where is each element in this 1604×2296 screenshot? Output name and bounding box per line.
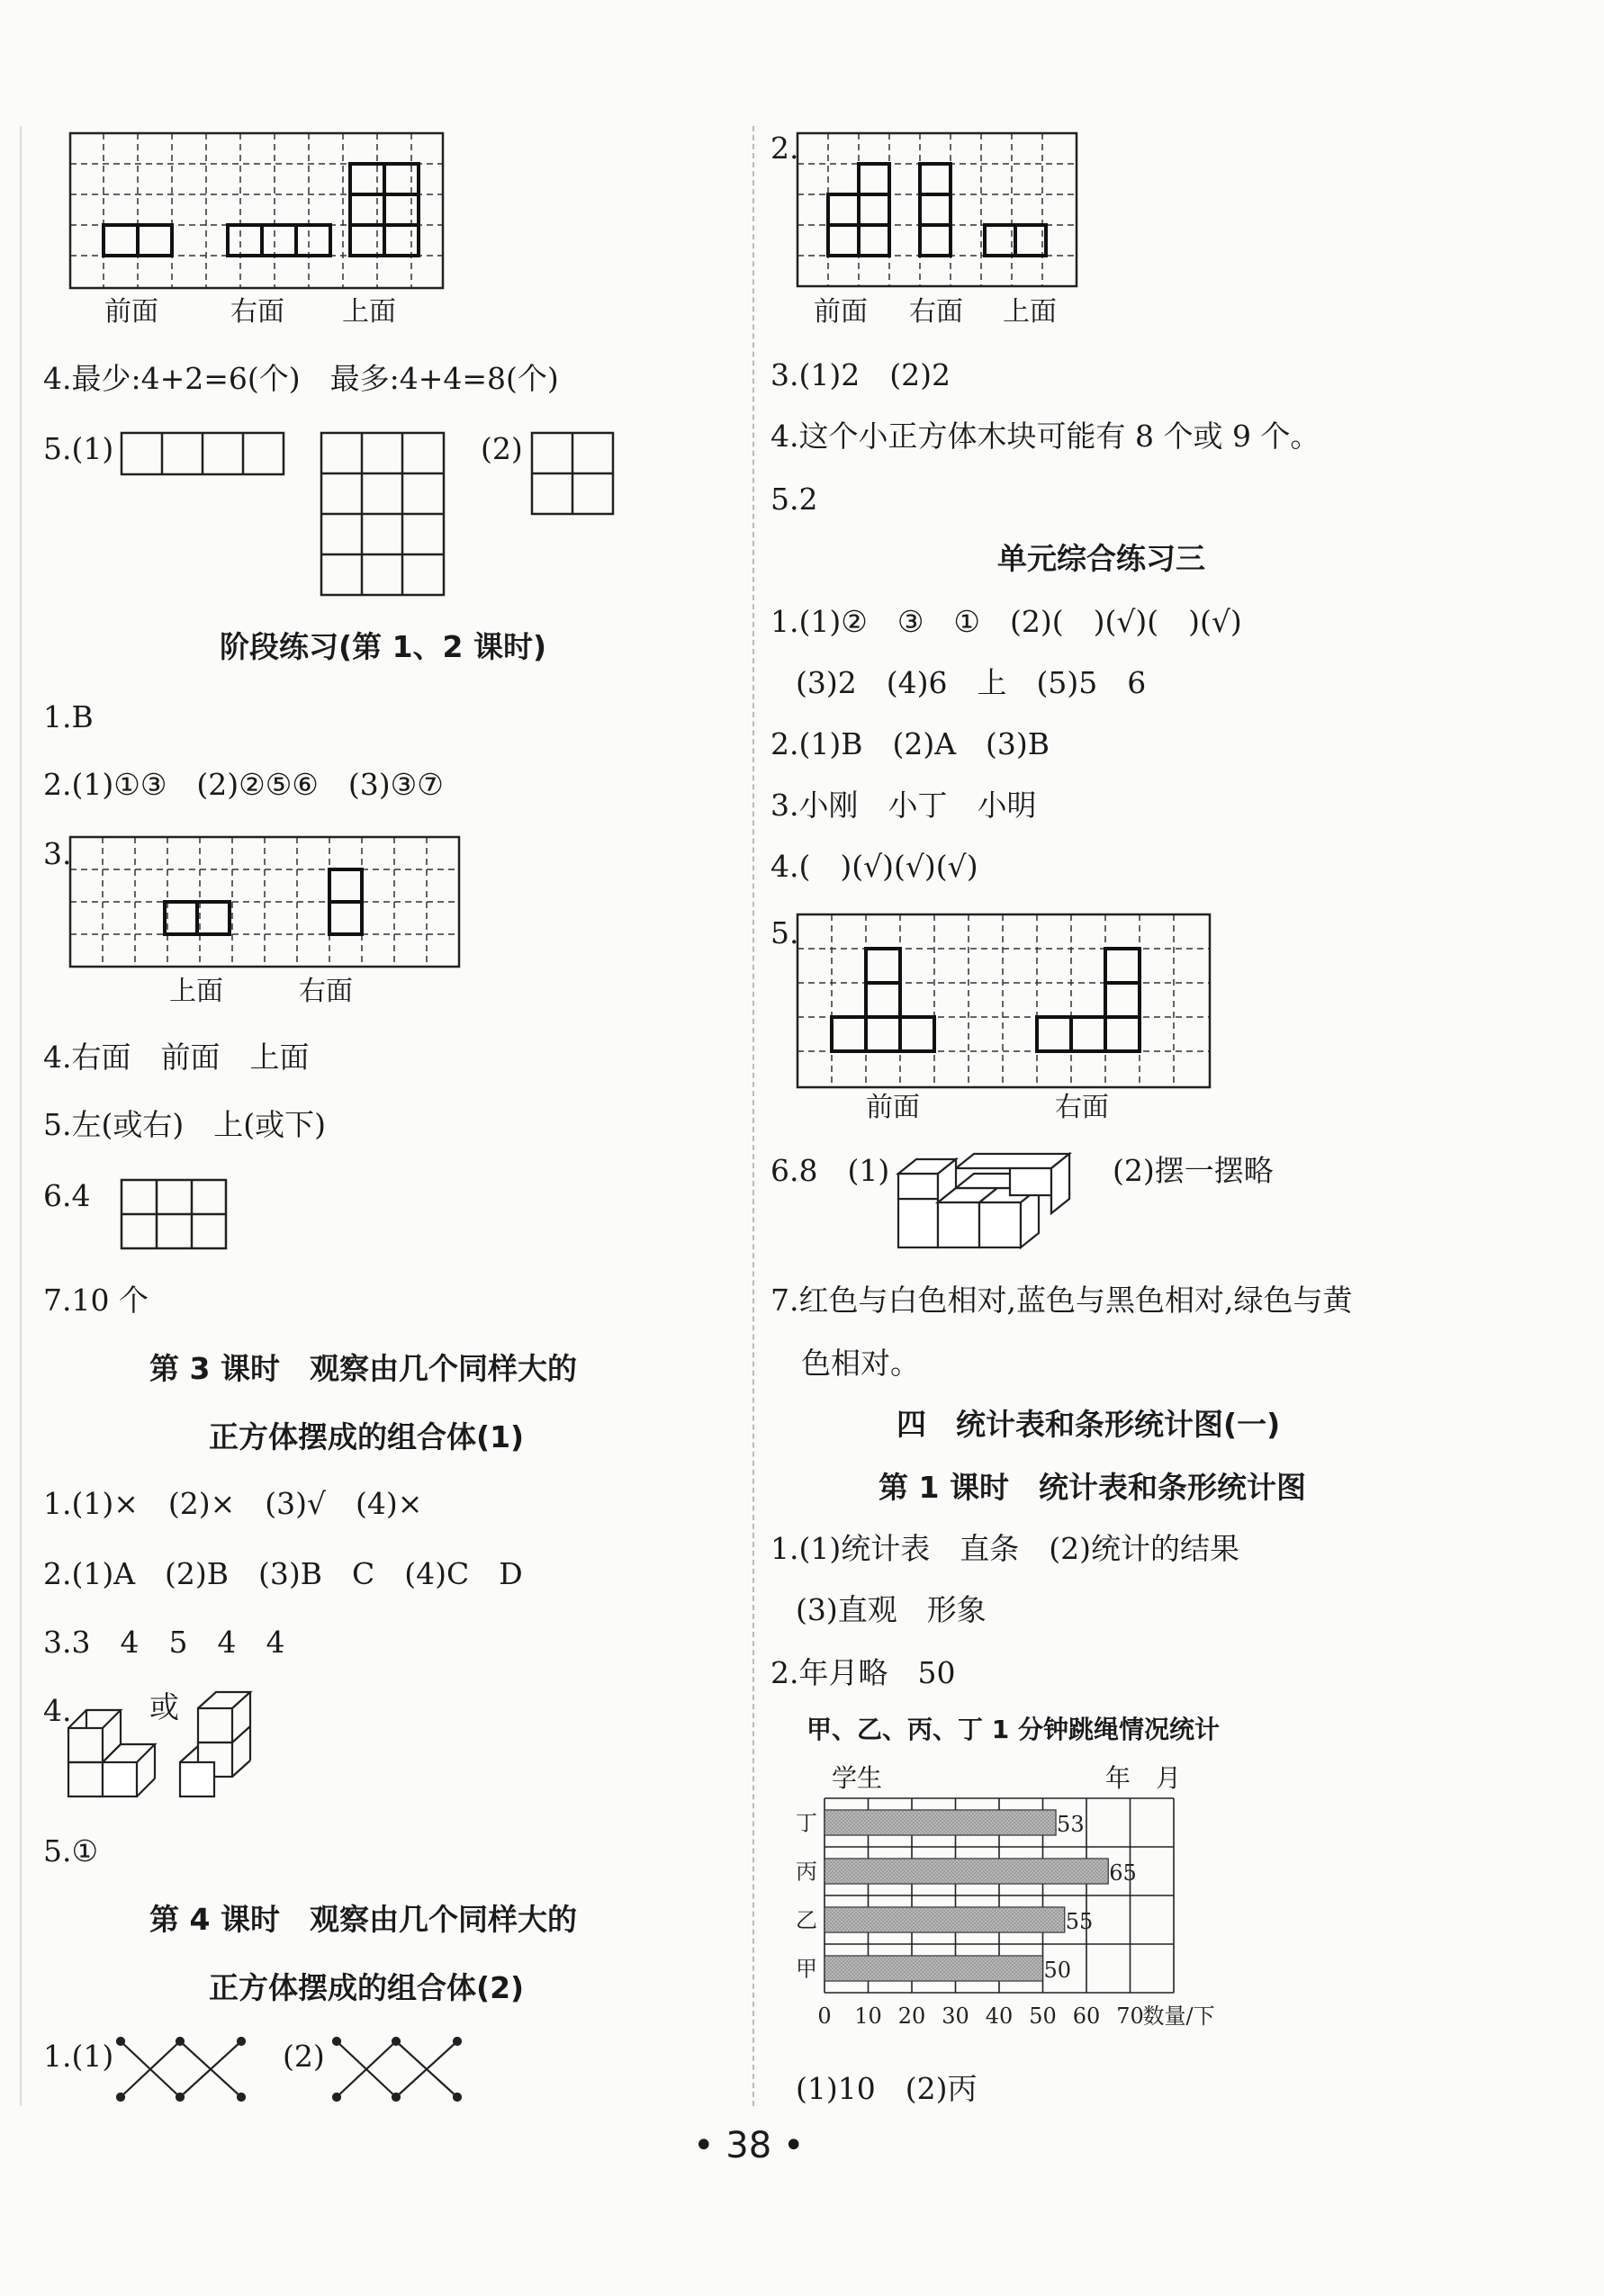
stage-q3-label-top: 上面 xyxy=(169,976,223,1007)
chart-x-tick-label: 20 xyxy=(897,2003,926,2029)
unit-answer-q1-line2: (3)2 (4)6 上 (5)5 6 xyxy=(796,665,1147,700)
section-title-ch4-lesson1: 第 1 课时 统计表和条形统计图 xyxy=(879,1470,1306,1505)
chart-date-label: 年 月 xyxy=(1105,1763,1182,1793)
column-divider xyxy=(752,126,754,2106)
section-title-lesson4-line1: 第 4 课时 观察由几个同样大的 xyxy=(149,1902,577,1937)
chart-x-axis-label: 数量/下 xyxy=(1142,2003,1215,2029)
ch4-answer-q2: 2.年月略 50 xyxy=(770,1655,956,1690)
chart-category-label: 丙 xyxy=(796,1859,817,1885)
lesson3-answer-q4-label: 4. xyxy=(43,1693,72,1728)
stage-q3-label-right: 右面 xyxy=(299,976,353,1007)
ch4-answer-q1-line2: (3)直观 形象 xyxy=(796,1592,987,1627)
stage-answer-q2: 2.(1)①③ (2)②⑤⑥ (3)③⑦ xyxy=(43,767,444,802)
ch4-answer-q2-sub: (1)10 (2)丙 xyxy=(796,2071,978,2106)
unit-answer-q7-line2: 色相对。 xyxy=(801,1346,920,1381)
chart-x-tick-label: 0 xyxy=(817,2003,832,2029)
cube-stack-figure-b xyxy=(178,1690,268,1800)
view-grid-unit-q5 xyxy=(797,914,1212,1091)
chart-x-tick-label: 30 xyxy=(942,2003,969,2029)
matching-lines-figure-1 xyxy=(113,2034,248,2106)
answer-q4: 4.最少:4+2=6(个) 最多:4+4=8(个) xyxy=(43,361,559,396)
unit-answer-q4: 4.( )(√)(√)(√) xyxy=(770,849,978,884)
right-answer-q4: 4.这个小正方体木块可能有 8 个或 9 个。 xyxy=(770,419,1320,454)
lesson3-q4-or: 或 xyxy=(149,1689,179,1724)
section-title-unit-review: 单元综合练习三 xyxy=(997,541,1205,576)
cube-arrangement-figure xyxy=(897,1152,1082,1253)
right-q2-label-front: 前面 xyxy=(814,296,868,328)
matching-lines-figure-2 xyxy=(329,2034,464,2106)
bar-chart-jump-rope xyxy=(792,1791,1260,2061)
stage-answer-q1: 1.B xyxy=(43,699,94,734)
chart-bar-value-label: 55 xyxy=(1065,1909,1094,1935)
chart-category-label: 甲 xyxy=(796,1956,817,1982)
chart-x-tick-label: 40 xyxy=(985,2003,1014,2029)
chart-x-tick-label: 10 xyxy=(854,2003,882,2029)
lesson3-answer-q5: 5.① xyxy=(43,1833,99,1868)
lesson3-answer-q2: 2.(1)A (2)B (3)B C (4)C D xyxy=(43,1556,523,1591)
view-grid-right-q2 xyxy=(797,133,1078,288)
chart-title: 甲、乙、丙、丁 1 分钟跳绳情况统计 xyxy=(807,1715,1220,1744)
stage-answer-q5: 5.左(或右) 上(或下) xyxy=(43,1107,326,1142)
right-q2-label-top: 上面 xyxy=(1003,296,1057,328)
unit-answer-q1-line1: 1.(1)② ③ ① (2)( )(√)( )(√) xyxy=(770,604,1242,639)
right-answer-q3: 3.(1)2 (2)2 xyxy=(770,357,951,392)
chart-bar-value-label: 65 xyxy=(1109,1860,1137,1886)
chart-bar xyxy=(825,1859,1108,1884)
section-title-lesson3-line2: 正方体摆成的组合体(1) xyxy=(209,1419,525,1454)
view-grid-stage-q3 xyxy=(70,837,461,970)
cube-stack-figure-a xyxy=(67,1690,157,1800)
unit-answer-q7-line1: 7.红色与白色相对,蓝色与黑色相对,绿色与黄 xyxy=(770,1283,1353,1318)
q5-grid-2x2 xyxy=(531,432,616,517)
q5-grid-4x3 xyxy=(320,432,446,598)
chart-x-tick-label: 50 xyxy=(1029,2003,1057,2029)
page-edge-line xyxy=(20,126,22,2106)
chart-bar-value-label: 53 xyxy=(1057,1812,1085,1838)
answer-q5-label: 5.(1) xyxy=(43,431,114,466)
lesson3-answer-q3: 3.3 4 5 4 4 xyxy=(43,1625,285,1660)
view-grid-figure-1 xyxy=(70,133,445,292)
unit-answer-q3: 3.小刚 小丁 小明 xyxy=(770,788,1037,823)
answer-q5-part2-label: (2) xyxy=(481,431,523,466)
ch4-answer-q1-line1: 1.(1)统计表 直条 (2)统计的结果 xyxy=(770,1531,1239,1566)
chart-x-tick-label: 70 xyxy=(1116,2003,1144,2029)
stage-q6-grid-2x3 xyxy=(121,1179,229,1251)
chart-category-label: 乙 xyxy=(796,1907,817,1933)
right-answer-q5: 5.2 xyxy=(770,482,818,517)
chart-x-tick-label: 60 xyxy=(1072,2003,1101,2029)
chart-category-label: 丁 xyxy=(796,1810,817,1836)
unit-answer-q6-part2: (2)摆一摆略 xyxy=(1113,1153,1274,1188)
lesson3-answer-q1: 1.(1)× (2)× (3)√ (4)× xyxy=(43,1486,423,1521)
stage-answer-q7: 7.10 个 xyxy=(43,1283,149,1318)
unit-answer-q2: 2.(1)B (2)A (3)B xyxy=(770,726,1050,761)
section-title-stage-practice: 阶段练习(第 1、2 课时) xyxy=(220,629,547,664)
unit-q5-label-front: 前面 xyxy=(866,1092,920,1123)
unit-answer-q5-label: 5. xyxy=(770,915,799,950)
fig1-label-top: 上面 xyxy=(342,296,396,328)
unit-answer-q6-label: 6.8 (1) xyxy=(770,1153,890,1188)
right-q2-label-right: 右面 xyxy=(909,296,963,328)
lesson4-answer-q1-part2-label: (2) xyxy=(283,2039,325,2074)
page-number: • 38 • xyxy=(693,2125,805,2166)
q5-strip-1x4 xyxy=(121,432,286,477)
stage-answer-q6: 6.4 xyxy=(43,1178,91,1213)
section-title-chapter4: 四 统计表和条形统计图(一) xyxy=(897,1407,1281,1442)
fig1-label-front: 前面 xyxy=(104,296,158,328)
stage-answer-q4: 4.右面 前面 上面 xyxy=(43,1040,310,1075)
stage-answer-q3-label: 3. xyxy=(43,836,72,871)
section-title-lesson3-line1: 第 3 课时 观察由几个同样大的 xyxy=(149,1351,577,1386)
lesson4-answer-q1-label: 1.(1) xyxy=(43,2039,114,2074)
fig1-label-right: 右面 xyxy=(230,296,284,328)
chart-y-axis-label: 学生 xyxy=(832,1763,883,1793)
chart-bar xyxy=(825,1907,1065,1932)
unit-q5-label-right: 右面 xyxy=(1055,1092,1109,1123)
section-title-lesson4-line2: 正方体摆成的组合体(2) xyxy=(209,1970,525,2005)
chart-bar xyxy=(825,1956,1043,1981)
chart-bar-value-label: 50 xyxy=(1043,1958,1072,1984)
right-answer-q2-label: 2. xyxy=(770,131,799,166)
chart-bar xyxy=(825,1810,1056,1835)
